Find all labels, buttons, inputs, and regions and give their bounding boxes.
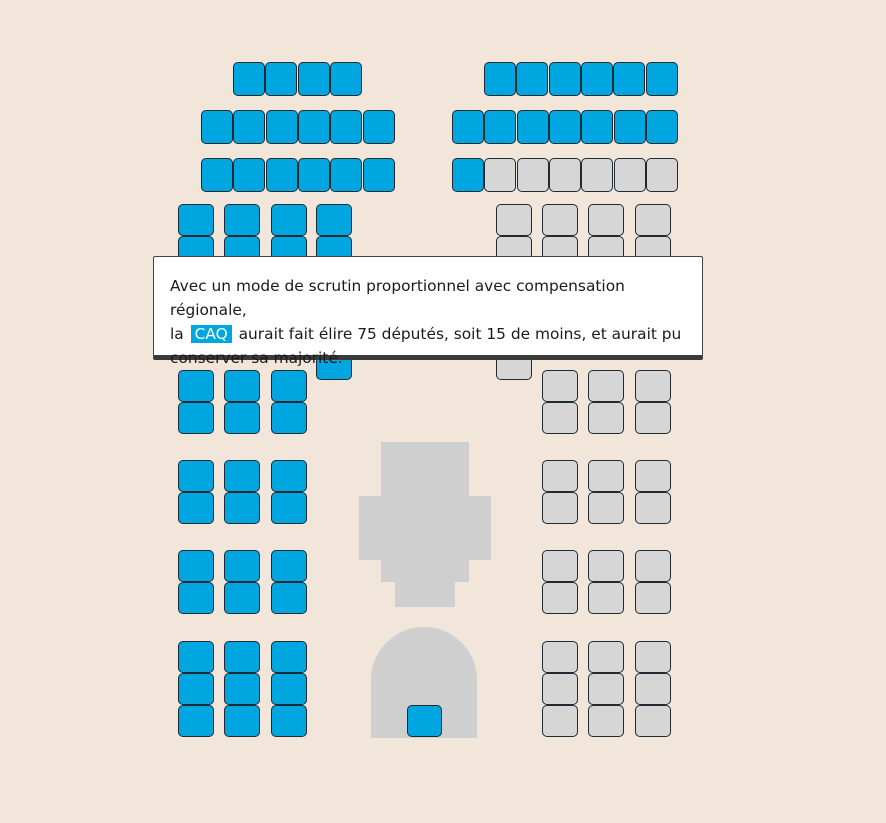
right-group-1-r1-seat-2 <box>588 370 624 402</box>
right-group-2-r2-seat-1 <box>542 492 578 524</box>
left-group-3-r1-seat-1 <box>178 550 214 582</box>
right-group-3-r1-seat-3 <box>635 550 671 582</box>
right-group-1-r1-seat-3 <box>635 370 671 402</box>
left-group-3-r2-seat-1 <box>178 582 214 614</box>
left-group-4-r3-seat-2 <box>224 705 260 737</box>
left-top-row-3-seat-5 <box>330 158 362 192</box>
floor-table-middle <box>359 496 491 560</box>
left-group-1-r1-seat-1 <box>178 370 214 402</box>
left-top-row-2-seat-6 <box>363 110 395 144</box>
floor-table-bottom <box>395 582 455 607</box>
right-top-row-2-seat-7 <box>646 110 678 144</box>
right-group-2-r2-seat-2 <box>588 492 624 524</box>
left-group-4-r1-seat-3 <box>271 641 307 673</box>
right-top-row-2-seat-2 <box>484 110 516 144</box>
left-group-2-r1-seat-2 <box>224 460 260 492</box>
left-group-3-r1-seat-2 <box>224 550 260 582</box>
left-group-4-r3-seat-1 <box>178 705 214 737</box>
left-group-2-r1-seat-1 <box>178 460 214 492</box>
left-top-row-3-seat-2 <box>233 158 265 192</box>
right-group-1-r2-seat-3 <box>635 402 671 434</box>
left-top-row-2-seat-2 <box>233 110 265 144</box>
left-top-row-2-seat-1 <box>201 110 233 144</box>
right-group-2-r2-seat-3 <box>635 492 671 524</box>
right-aisle-upper-r1 <box>496 204 532 236</box>
left-group-4-r3-seat-3 <box>271 705 307 737</box>
right-top-row-2-seat-6 <box>614 110 646 144</box>
left-aisle-upper-r1 <box>316 204 352 236</box>
right-group-1-r1-seat-1 <box>542 370 578 402</box>
left-top-row-3-seat-1 <box>201 158 233 192</box>
left-top-row-2-seat-3 <box>266 110 298 144</box>
right-group-4-r3-seat-1 <box>542 705 578 737</box>
left-side-upper-r1-seat-3 <box>271 204 307 236</box>
left-top-row-1-seat-1 <box>233 62 265 96</box>
left-group-1-r2-seat-3 <box>271 402 307 434</box>
right-top-row-1-seat-3 <box>549 62 581 96</box>
left-side-upper-r1-seat-2 <box>224 204 260 236</box>
left-group-4-r2-seat-2 <box>224 673 260 705</box>
left-group-4-r1-seat-1 <box>178 641 214 673</box>
left-top-row-3-seat-6 <box>363 158 395 192</box>
speaker-seat <box>407 705 442 737</box>
right-group-4-r2-seat-3 <box>635 673 671 705</box>
left-top-row-2-seat-4 <box>298 110 330 144</box>
left-group-2-r2-seat-2 <box>224 492 260 524</box>
right-group-2-r1-seat-1 <box>542 460 578 492</box>
left-group-1-r2-seat-2 <box>224 402 260 434</box>
right-side-upper-r1-seat-1 <box>542 204 578 236</box>
right-group-3-r2-seat-3 <box>635 582 671 614</box>
right-group-3-r2-seat-1 <box>542 582 578 614</box>
right-top-row-2-seat-1 <box>452 110 484 144</box>
right-top-row-3-seat-2 <box>484 158 516 192</box>
left-top-row-1-seat-3 <box>298 62 330 96</box>
left-top-row-3-seat-4 <box>298 158 330 192</box>
seat-tooltip <box>153 256 703 367</box>
left-group-3-r1-seat-3 <box>271 550 307 582</box>
left-top-row-3-seat-3 <box>266 158 298 192</box>
right-top-row-1-seat-1 <box>484 62 516 96</box>
left-group-2-r2-seat-1 <box>178 492 214 524</box>
party-highlight-badge: CAQ <box>191 325 232 343</box>
left-top-row-1-seat-2 <box>265 62 297 96</box>
left-group-4-r2-seat-1 <box>178 673 214 705</box>
tooltip-line-2-prefix: la <box>170 325 189 343</box>
left-group-2-r2-seat-3 <box>271 492 307 524</box>
right-group-4-r1-seat-3 <box>635 641 671 673</box>
right-top-row-2-seat-3 <box>517 110 549 144</box>
tooltip-line-2 <box>170 322 686 346</box>
floor-table-lower <box>381 560 469 582</box>
right-top-row-1-seat-2 <box>516 62 548 96</box>
left-top-row-2-seat-5 <box>330 110 362 144</box>
right-group-4-r2-seat-2 <box>588 673 624 705</box>
right-top-row-1-seat-6 <box>646 62 678 96</box>
right-group-2-r1-seat-2 <box>588 460 624 492</box>
left-group-4-r1-seat-2 <box>224 641 260 673</box>
left-group-1-r1-seat-3 <box>271 370 307 402</box>
left-group-1-r1-seat-2 <box>224 370 260 402</box>
right-top-row-3-seat-5 <box>581 158 613 192</box>
left-group-3-r2-seat-2 <box>224 582 260 614</box>
left-group-1-r2-seat-1 <box>178 402 214 434</box>
left-group-4-r2-seat-3 <box>271 673 307 705</box>
right-group-1-r2-seat-1 <box>542 402 578 434</box>
floor-table-top <box>381 442 469 496</box>
right-group-3-r1-seat-2 <box>588 550 624 582</box>
right-top-row-2-seat-5 <box>581 110 613 144</box>
right-side-upper-r1-seat-3 <box>635 204 671 236</box>
right-group-4-r1-seat-2 <box>588 641 624 673</box>
right-group-4-r3-seat-3 <box>635 705 671 737</box>
right-top-row-3-seat-6 <box>614 158 646 192</box>
right-group-4-r1-seat-1 <box>542 641 578 673</box>
left-group-3-r2-seat-3 <box>271 582 307 614</box>
right-top-row-2-seat-4 <box>549 110 581 144</box>
right-top-row-3-seat-1 <box>452 158 484 192</box>
right-group-4-r3-seat-2 <box>588 705 624 737</box>
left-group-2-r1-seat-3 <box>271 460 307 492</box>
right-top-row-3-seat-3 <box>517 158 549 192</box>
tooltip-line-1: Avec un mode de scrutin proportionnel avec compensation régionale, <box>170 277 625 319</box>
left-top-row-1-seat-4 <box>330 62 362 96</box>
right-top-row-1-seat-4 <box>581 62 613 96</box>
right-top-row-3-seat-4 <box>549 158 581 192</box>
right-top-row-1-seat-5 <box>613 62 645 96</box>
right-group-2-r1-seat-3 <box>635 460 671 492</box>
right-side-upper-r1-seat-2 <box>588 204 624 236</box>
right-group-3-r2-seat-2 <box>588 582 624 614</box>
tooltip-line-3: conserver sa majorité. <box>170 349 343 367</box>
left-side-upper-r1-seat-1 <box>178 204 214 236</box>
right-group-1-r2-seat-2 <box>588 402 624 434</box>
tooltip-line-2-suffix: aurait fait élire 75 députés, soit 15 de moins, et aurait pu <box>233 325 682 343</box>
right-group-3-r1-seat-1 <box>542 550 578 582</box>
right-group-4-r2-seat-1 <box>542 673 578 705</box>
right-top-row-3-seat-7 <box>646 158 678 192</box>
